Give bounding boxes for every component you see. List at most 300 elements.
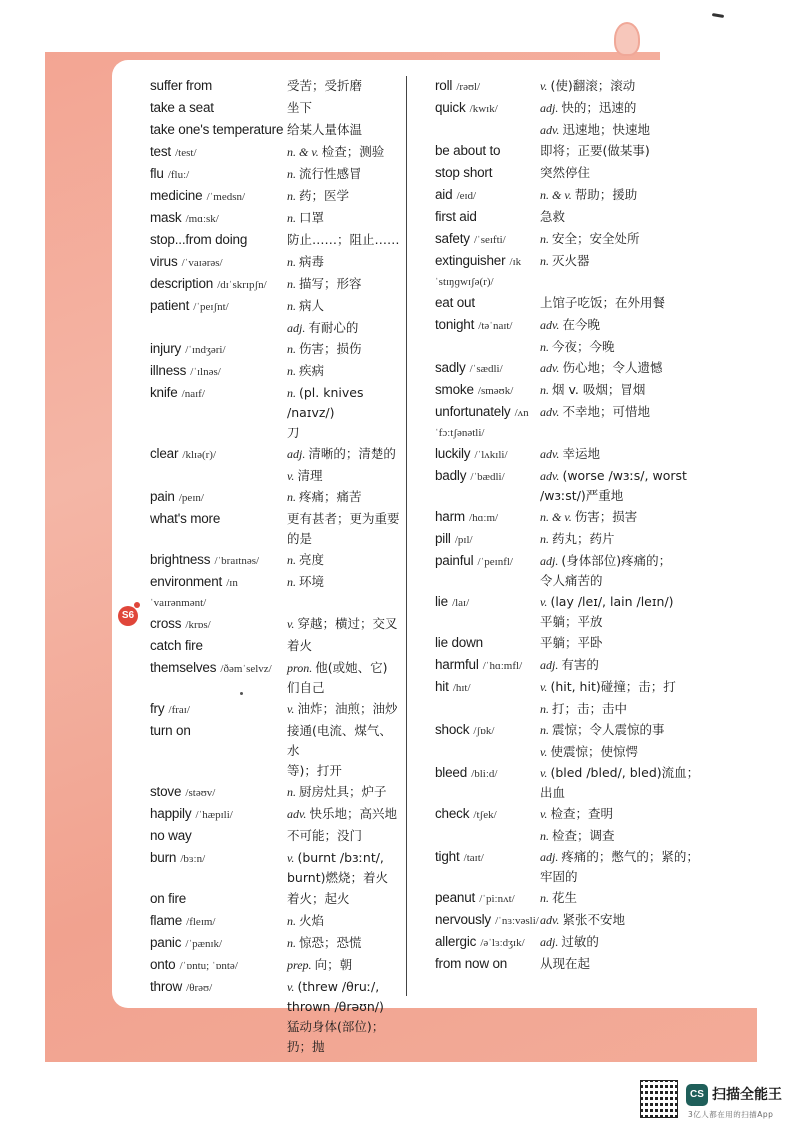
vocab-word-cell	[435, 529, 540, 550]
vocab-entry	[150, 699, 400, 720]
part-of-speech: adv.	[540, 361, 560, 375]
definition: 厨房灶具；炉子	[299, 784, 387, 799]
vocab-word-cell	[150, 955, 287, 976]
definition: (hit, hit)碰撞；击；打	[550, 679, 676, 694]
vocab-entry	[435, 337, 715, 357]
definition: 紧张不安地	[562, 912, 625, 927]
vocab-word-cell	[150, 120, 287, 141]
phonetic: /ˈbædli/	[470, 471, 505, 483]
phonetic: /ˈlʌkɪli/	[474, 449, 508, 461]
part-of-speech: v.	[540, 680, 548, 694]
definition: 着火	[287, 638, 313, 653]
scanner-brand: 扫描全能王	[712, 1087, 782, 1103]
headword: onto	[150, 957, 176, 972]
definition: 帮助；援助	[574, 187, 638, 202]
headword: description	[150, 276, 214, 291]
vocab-entry	[435, 655, 715, 676]
vocab-entry	[150, 252, 400, 273]
headword: knife	[150, 385, 178, 400]
phonetic: /kwɪk/	[469, 103, 498, 115]
vocab-definition-cell	[287, 933, 400, 953]
vocab-definition-cell	[540, 592, 715, 632]
part-of-speech: adj.	[540, 658, 559, 672]
definition: 使震惊；使惊愕	[550, 744, 638, 759]
vocab-definition-cell	[287, 977, 400, 1057]
vocab-definition-cell	[540, 888, 715, 908]
vocab-word-cell	[150, 509, 287, 530]
vocab-definition-cell	[287, 274, 400, 294]
phonetic: /rəʊl/	[456, 81, 481, 93]
vocab-definition-cell	[287, 826, 400, 846]
vocab-entry	[150, 614, 400, 635]
vocab-entry	[435, 677, 715, 698]
vocab-word-cell	[435, 315, 540, 336]
part-of-speech: n.	[540, 254, 549, 268]
definition: 向；朝	[314, 957, 353, 972]
phonetic: /test/	[175, 147, 197, 159]
part-of-speech: n.	[287, 167, 296, 181]
vocab-word-cell	[435, 76, 540, 97]
vocab-entry	[150, 487, 400, 508]
vocab-definition-cell	[540, 763, 715, 803]
vocab-definition-cell	[287, 955, 400, 975]
definition: (pl. knives /naɪvz/) 刀	[287, 385, 364, 440]
vocab-entry	[435, 551, 715, 591]
headword: flame	[150, 913, 183, 928]
vocab-definition-cell	[540, 466, 715, 506]
vocab-definition-cell	[540, 507, 715, 527]
vocab-entry	[435, 163, 715, 184]
vocab-entry	[435, 633, 715, 654]
definition: 病人	[299, 298, 325, 313]
headword: stop...from doing	[150, 232, 248, 247]
phonetic: /stəʊv/	[185, 787, 216, 799]
headword: lie down	[435, 635, 483, 650]
definition: 病毒	[299, 254, 325, 269]
vocab-definition-cell	[540, 742, 715, 762]
phonetic: /fleɪm/	[186, 916, 216, 928]
phonetic: /ˈɪlnəs/	[190, 366, 221, 378]
vocab-entry	[435, 529, 715, 550]
part-of-speech: adv.	[540, 123, 560, 137]
part-of-speech: n.	[540, 532, 549, 546]
vocab-entry	[435, 315, 715, 336]
vocab-definition-cell	[540, 551, 715, 591]
vocab-entry	[435, 293, 715, 314]
vocab-word-cell	[435, 402, 540, 443]
vocab-word-cell	[435, 466, 540, 487]
vocab-definition-cell	[287, 782, 400, 802]
definition: 在今晚	[562, 317, 600, 332]
definition: 不幸地；可惜地	[562, 404, 650, 419]
vocab-entry	[435, 76, 715, 97]
vocab-word-cell	[435, 229, 540, 250]
part-of-speech: n.	[287, 914, 296, 928]
vocab-entry	[150, 76, 400, 97]
vocab-entry	[435, 826, 715, 846]
headword: nervously	[435, 912, 491, 927]
vocab-entry	[435, 98, 715, 119]
vocab-definition-cell	[287, 804, 400, 824]
vocab-entry	[435, 804, 715, 825]
vocab-word-cell	[435, 141, 540, 162]
part-of-speech: n.	[540, 383, 549, 397]
vocab-entry	[150, 889, 400, 910]
vocab-definition-cell	[540, 98, 715, 118]
headword: tight	[435, 849, 460, 864]
vocab-word-cell	[435, 507, 540, 528]
vocab-entry	[435, 592, 715, 632]
vocab-entry	[150, 804, 400, 825]
vocab-word-cell	[150, 487, 287, 508]
phonetic: /θrəʊ/	[186, 982, 213, 994]
part-of-speech: adv.	[540, 447, 560, 461]
phonetic: /ɪkˈstɪŋɡwɪʃə(r)/	[435, 256, 522, 288]
definition: 疼痛的；憋气的；紧的； 牢固的	[540, 849, 699, 884]
phonetic: /ˈmedsn/	[206, 191, 246, 203]
definition: 检查；测验	[321, 144, 385, 159]
definition: (使)翻滚；滚动	[550, 78, 636, 93]
phonetic: /krɒs/	[185, 619, 211, 631]
vocab-entry	[150, 509, 400, 549]
vocab-entry	[435, 699, 715, 719]
vocab-word-cell	[435, 677, 540, 698]
vocab-definition-cell	[287, 848, 400, 888]
phonetic: /bɜːn/	[180, 853, 206, 865]
vocab-definition-cell	[540, 358, 715, 378]
vocab-entry	[435, 251, 715, 292]
definition: 穿越；横过；交叉	[297, 616, 398, 631]
vocab-definition-cell	[540, 677, 715, 697]
vocab-entry	[150, 782, 400, 803]
headword: panic	[150, 935, 182, 950]
vocab-word-cell	[150, 208, 287, 229]
headword: illness	[150, 363, 187, 378]
definition: 今夜；今晚	[552, 339, 615, 354]
definition: 他(或她、它) 们自己	[287, 660, 388, 695]
headword: pain	[150, 489, 175, 504]
part-of-speech: adj.	[540, 850, 559, 864]
phonetic: /ˈnɜːvəsli/	[495, 915, 539, 927]
vocab-entry	[435, 910, 715, 931]
badge-dot	[134, 602, 140, 608]
headword: painful	[435, 553, 474, 568]
vocab-word-cell	[435, 910, 540, 931]
vocab-word-cell	[150, 98, 287, 119]
phonetic: /ˈhɑːmfl/	[482, 660, 523, 672]
headword: eat out	[435, 295, 475, 310]
part-of-speech: adv.	[540, 913, 560, 927]
headword: quick	[435, 100, 466, 115]
headword: harmful	[435, 657, 479, 672]
definition: 着火；起火	[287, 891, 350, 906]
vocab-definition-cell	[287, 699, 400, 719]
definition: 更有甚者；更为重要 的是	[287, 511, 400, 546]
phonetic: /ʃɒk/	[473, 725, 495, 737]
definition: 快的；迅速的	[561, 100, 637, 115]
phonetic: /laɪ/	[452, 597, 470, 609]
vocab-word-cell	[150, 826, 287, 847]
vocab-entry	[435, 380, 715, 401]
vocab-word-cell	[150, 361, 287, 382]
vocab-word-cell	[435, 207, 540, 228]
part-of-speech: n.	[287, 785, 296, 799]
definition: 防止……；阻止……	[287, 232, 400, 247]
phonetic: /ˈpænɪk/	[185, 938, 223, 950]
definition: 灭火器	[552, 253, 590, 268]
vocab-entry	[150, 911, 400, 932]
headword: tonight	[435, 317, 475, 332]
vocab-entry	[435, 888, 715, 909]
vocab-definition-cell	[540, 655, 715, 675]
definition: 打；击；击中	[552, 701, 628, 716]
part-of-speech: n. & v.	[540, 188, 572, 202]
vocabulary-list-right	[435, 76, 715, 976]
scanner-watermark	[640, 1080, 790, 1120]
vocab-entry	[435, 720, 715, 741]
headword: peanut	[435, 890, 476, 905]
headword: check	[435, 806, 470, 821]
definition: 惊恐；恐慌	[299, 935, 362, 950]
phonetic: /ðəmˈselvz/	[220, 663, 272, 675]
vocab-definition-cell	[287, 636, 400, 656]
part-of-speech: n.	[287, 575, 296, 589]
vocab-word-cell	[435, 847, 540, 868]
headword: clear	[150, 446, 179, 461]
definition: 安全；安全处所	[552, 231, 640, 246]
definition: 迅速地；快速地	[562, 122, 650, 137]
vocab-definition-cell	[287, 911, 400, 931]
definition: 清晰的；清楚的	[308, 446, 396, 461]
part-of-speech: n.	[540, 232, 549, 246]
vocab-word-cell	[435, 185, 540, 206]
headword: throw	[150, 979, 183, 994]
vocab-definition-cell	[287, 361, 400, 381]
vocab-entry	[150, 164, 400, 185]
headword: unfortunately	[435, 404, 511, 419]
part-of-speech: prep.	[287, 958, 312, 972]
definition: (身体部位)疼痛的； 令人痛苦的	[540, 553, 672, 588]
vocab-entry	[150, 208, 400, 229]
headword: safety	[435, 231, 470, 246]
phonetic: /ɪnˈvaɪrənmənt/	[150, 577, 238, 609]
definition: (bled /bled/, bled)流血； 出血	[540, 765, 700, 800]
section-badge: S6	[118, 606, 138, 626]
part-of-speech: n.	[287, 936, 296, 950]
headword: roll	[435, 78, 453, 93]
phonetic: /dɪˈskrɪpʃn/	[217, 279, 267, 291]
headword: smoke	[435, 382, 474, 397]
vocab-definition-cell	[540, 185, 715, 205]
phonetic: /sməʊk/	[477, 385, 514, 397]
headword: medicine	[150, 188, 203, 203]
vocab-definition-cell	[540, 293, 715, 313]
vocab-word-cell	[435, 251, 540, 292]
part-of-speech: adv.	[540, 469, 560, 483]
part-of-speech: n. & v.	[287, 145, 319, 159]
vocab-entry	[435, 847, 715, 887]
vocab-word-cell	[435, 444, 540, 465]
vocab-entry	[150, 955, 400, 976]
vocab-definition-cell	[540, 847, 715, 887]
headword: stove	[150, 784, 182, 799]
vocab-entry	[435, 229, 715, 250]
vocab-definition-cell	[287, 383, 400, 443]
vocab-definition-cell	[287, 76, 400, 96]
vocab-definition-cell	[287, 721, 400, 781]
part-of-speech: n.	[287, 386, 296, 400]
headword: lie	[435, 594, 448, 609]
headword: cross	[150, 616, 182, 631]
headword: happily	[150, 806, 192, 821]
vocab-word-cell	[435, 763, 540, 784]
part-of-speech: n.	[540, 702, 549, 716]
phonetic: /taɪt/	[463, 852, 484, 864]
vocab-entry	[150, 933, 400, 954]
headword: environment	[150, 574, 223, 589]
headword: sadly	[435, 360, 466, 375]
part-of-speech: pron.	[287, 661, 313, 675]
definition: 有害的	[561, 657, 599, 672]
headword: first aid	[435, 209, 477, 224]
vocab-definition-cell	[540, 76, 715, 96]
vocab-word-cell	[150, 383, 287, 404]
headword: take a seat	[150, 100, 214, 115]
phonetic: /fraɪ/	[168, 704, 190, 716]
vocab-word-cell	[150, 296, 287, 317]
vocab-definition-cell	[287, 658, 400, 698]
vocab-entry	[150, 977, 400, 1057]
headword: what's more	[150, 511, 221, 526]
definition: 接通(电流、煤气、水 等)；打开	[287, 723, 392, 778]
vocab-word-cell	[150, 804, 287, 825]
definition: 给某人量体温	[287, 122, 363, 137]
headword: take one's temperature	[150, 122, 284, 137]
vocab-definition-cell	[287, 230, 400, 250]
vocab-word-cell	[435, 293, 540, 314]
definition: 快乐地；高兴地	[309, 806, 397, 821]
vocab-definition-cell	[540, 910, 715, 930]
vocab-definition-cell	[540, 141, 715, 161]
part-of-speech: adv.	[540, 318, 560, 332]
vocab-word-cell	[150, 782, 287, 803]
definition: 急救	[540, 209, 566, 224]
vocab-definition-cell	[540, 315, 715, 335]
phonetic: /ˈpiːnʌt/	[479, 893, 515, 905]
vocab-entry	[435, 402, 715, 443]
definition: 药丸；药片	[552, 531, 615, 546]
phonetic: /ˈsædli/	[469, 363, 503, 375]
vocab-entry	[150, 296, 400, 317]
part-of-speech: adv.	[287, 807, 307, 821]
definition: 亮度	[299, 552, 325, 567]
qr-code-frame	[640, 1080, 678, 1118]
part-of-speech: n.	[287, 255, 296, 269]
headword: luckily	[435, 446, 471, 461]
phonetic: /hɑːm/	[469, 512, 499, 524]
part-of-speech: n. & v.	[540, 510, 572, 524]
part-of-speech: n.	[540, 340, 549, 354]
definition: (lay /leɪ/, lain /leɪn/) 平躺；平放	[540, 594, 674, 629]
vocab-definition-cell	[287, 208, 400, 228]
phonetic: /ˈbraɪtnəs/	[214, 555, 260, 567]
vocab-entry	[435, 742, 715, 762]
vocab-definition-cell	[287, 614, 400, 634]
part-of-speech: adj.	[287, 447, 306, 461]
vocab-word-cell	[435, 633, 540, 654]
part-of-speech: n.	[287, 277, 296, 291]
vocab-word-cell	[435, 804, 540, 825]
vocab-definition-cell	[540, 163, 715, 183]
phonetic: /fluː/	[167, 169, 190, 181]
vocab-definition-cell	[287, 550, 400, 570]
vocab-definition-cell	[287, 120, 400, 140]
headword: extinguisher	[435, 253, 506, 268]
part-of-speech: n.	[287, 342, 296, 356]
headword: turn on	[150, 723, 191, 738]
definition: 药；医学	[299, 188, 350, 203]
vocab-definition-cell	[540, 380, 715, 400]
phonetic: /klɪə(r)/	[182, 449, 217, 461]
vocab-definition-cell	[287, 466, 400, 486]
decoration-icon	[614, 22, 640, 56]
vocab-entry	[150, 142, 400, 163]
headword: themselves	[150, 660, 217, 675]
phonetic: /pɪl/	[454, 534, 473, 546]
vocab-word-cell	[435, 655, 540, 676]
headword: test	[150, 144, 171, 159]
vocab-word-cell	[435, 932, 540, 953]
vocab-definition-cell	[287, 444, 400, 464]
phonetic: /tʃek/	[473, 809, 497, 821]
headword: from now on	[435, 956, 508, 971]
vocab-word-cell	[150, 550, 287, 571]
part-of-speech: v.	[287, 617, 295, 631]
phonetic: /ˈpeɪʃnt/	[193, 301, 229, 313]
definition: (worse /wɜːs/, worst /wɜːst/)严重地	[540, 468, 687, 503]
vocab-entry	[150, 383, 400, 443]
definition: 疼痛；痛苦	[299, 489, 362, 504]
part-of-speech: n.	[287, 553, 296, 567]
part-of-speech: adj.	[287, 321, 306, 335]
vocab-definition-cell	[540, 954, 715, 974]
vocab-word-cell	[150, 230, 287, 251]
phonetic: /ˈseɪfti/	[473, 234, 506, 246]
definition: 花生	[552, 890, 578, 905]
vocab-word-cell	[435, 954, 540, 975]
headword: no way	[150, 828, 192, 843]
part-of-speech: v.	[540, 745, 548, 759]
headword: badly	[435, 468, 467, 483]
part-of-speech: adv.	[540, 405, 560, 419]
phonetic: /ˈvaɪərəs/	[181, 257, 223, 269]
vocab-entry	[150, 120, 400, 141]
vocab-entry	[150, 318, 400, 338]
phonetic: /ˈpeɪnfl/	[477, 556, 513, 568]
definition: 过敏的	[561, 934, 599, 949]
definition: 检查；调查	[552, 828, 615, 843]
vocab-word-cell	[150, 444, 287, 465]
headword: aid	[435, 187, 453, 202]
vocab-word-cell	[435, 592, 540, 613]
vocab-definition-cell	[287, 296, 400, 316]
vocab-entry	[150, 636, 400, 657]
part-of-speech: v.	[287, 851, 295, 865]
headword: bleed	[435, 765, 468, 780]
vocab-definition-cell	[540, 699, 715, 719]
definition: 不可能；没门	[287, 828, 363, 843]
vocab-definition-cell	[287, 487, 400, 507]
